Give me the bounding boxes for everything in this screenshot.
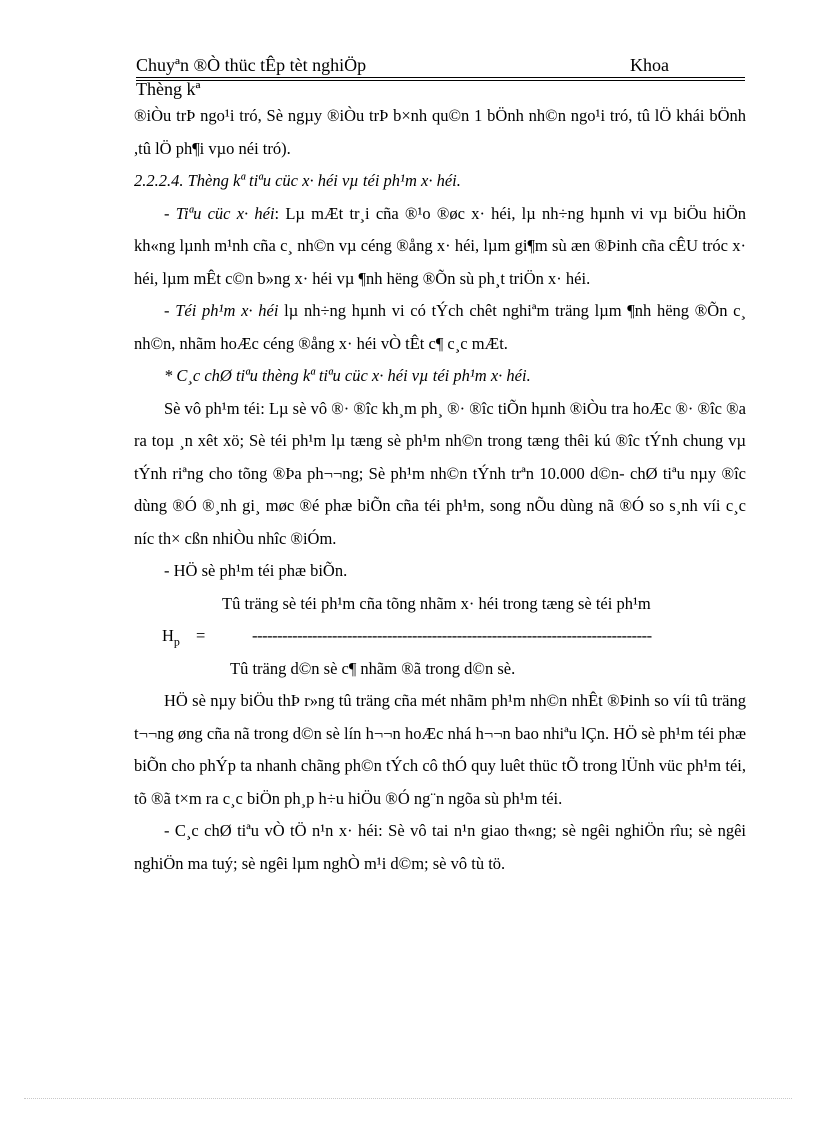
formula-lhs: $H_p$ — [162, 626, 180, 649]
department-label: Khoa — [630, 55, 669, 75]
paragraph-coefficient-explanation: HÖ sè nµy biÖu thÞ r»ng tû träng cña mét nhãm ph¹m nh©n nhÊt ®Þinh so víi tû träng t¬¬ng øng cña nã trong d©n sè lín h¬¬n hoÆc nhá h¬¬n bao nhiªu lÇn. HÖ sè ph¹m téi phæ biÕn cho phÝp ta nhanh chãng ph©n tÝch cô thÓ quy luêt thüc tÕ trong lÜnh vüc ph¹m téi, tõ ®ã t×m ra c¸c biÖn ph¸p h÷u hiÖu ®Ó ng¨n ngõa sù ph¹m téi. — [134, 691, 746, 808]
subsection-heading: * C¸c chØ tiªu thèng kª tiªu cüc x· héi vµ téi ph¹m x· héi. — [164, 366, 531, 385]
dash-lead: - — [164, 203, 176, 223]
definition-crime: lµ nh÷ng hµnh vi có tÝch chêt nghiªm träng lµm ¶nh hëng ®Õn c¸ nh©n, nhãm hoÆc céng ®ång x· héi vÒ tÊt c¶ c¸c mÆt. — [134, 301, 746, 353]
header-rule-bottom — [136, 80, 745, 81]
definition-social-ills: : Lµ mÆt tr¸i cña ®¹o ®øc x· héi, lµ nh÷ng hµnh vi vµ biÖu hiÖn kh«ng lµnh m¹nh cña c¸ nh©n vµ céng ®ång x· héi, lµm gi¶m sù æn ®Þinh cña cÊU tróc x· héi, lµm mÊt c©n b»ng x· héi vµ ¶nh hëng ®Õn sù ph¸t triÖn x· héi. — [134, 203, 746, 288]
section-heading: 2.2.2.4. Thèng kª tiªu cüc x· héi vµ téi ph¹m x· héi. — [134, 171, 461, 190]
term-social-ills: Tiªu cüc x· héi — [175, 203, 275, 223]
formula-numerator-line — [134, 588, 746, 621]
formula-denominator: Tû träng d©n sè c¶ nhãm ®ã trong d©n sè. — [230, 658, 516, 678]
formula-fraction-bar: -------------------------------------------------------------------------------- — [252, 626, 652, 645]
document-title: Chuyªn ®Ò thüc tÊp tèt nghiÖp — [136, 55, 367, 75]
page-bottom-border — [24, 1098, 792, 1099]
paragraph-coefficient: - HÖ sè ph¹m téi phæ biÕn. — [164, 561, 348, 580]
formula-equals: = — [196, 626, 206, 645]
formula-denominator-line — [134, 653, 746, 686]
paragraph-social-evils: - C¸c chØ tiªu vÒ tÖ n¹n x· héi: Sè vô tai n¹n giao th«ng; sè ngêi nghiÖn rîu; sè ngêi nghiÖn ma tuý; sè ngêi lµm nghÒ m¹i d©m; sè vô tù tö. — [134, 821, 746, 873]
paragraph-continued: ®iÒu trÞ ngo¹i tró, Sè ngµy ®iÒu trÞ b×nh qu©n 1 bÖnh nh©n ngo¹i tró, tû lÖ khái bÖnh ,tû lÖ ph¶i vµo néi tró). — [134, 106, 746, 158]
term-crime: Téi ph¹m x· héi — [175, 301, 279, 320]
paragraph-social-ills — [134, 198, 746, 296]
document-body — [134, 100, 746, 880]
paragraph-crime — [134, 295, 746, 360]
dash-lead: - — [164, 301, 176, 320]
paragraph-crime-count: Sè vô ph¹m téi: Lµ sè vô ®· ®îc kh¸m ph¸ ®· ®îc tiÕn hµnh ®iÒu tra hoÆc ®· ®îc ®a ra toµ ¸n xêt xö; Sè téi ph¹m lµ tæng sè ph¹m nh©n trong tæng thêi kú ®îc tÝnh chung vµ tÝnh riªng cho tõng ®Þa ph¬¬ng; Sè ph¹m nh©n tÝnh trªn 10.000 d©n- chØ tiªu nµy ®îc dùng ®Ó ®¸nh gi¸ møc ®é phæ biÕn cña téi ph¹m, song nÕu dùng nã ®Ó so s¸nh víi c¸c níc th× cßn nhiÒu nhîc ®iÓm. — [134, 398, 746, 548]
header-rule-top — [136, 77, 745, 78]
formula-subscript: p — [173, 634, 180, 649]
formula-numerator: Tû träng sè téi ph¹m cña tõng nhãm x· héi trong tæng sè téi ph¹m — [222, 593, 651, 613]
department-sub-label: Thèng kª — [136, 79, 201, 99]
formula-bar-line — [134, 620, 746, 653]
